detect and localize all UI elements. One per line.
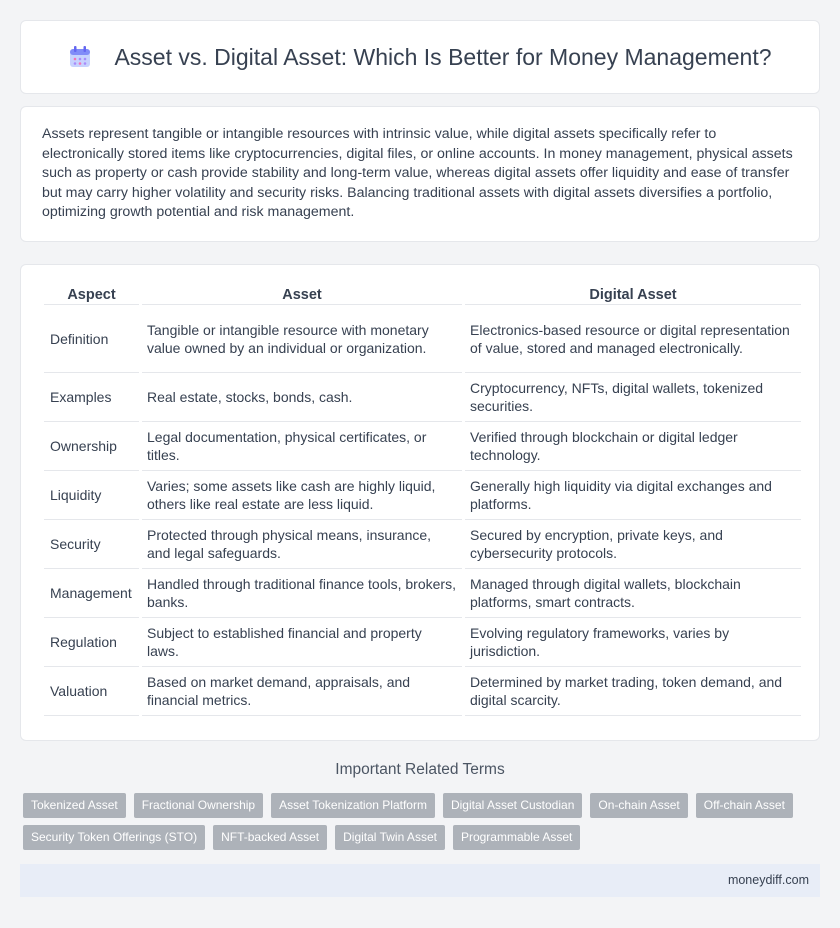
row-aspect: Security (44, 520, 139, 569)
table-row (44, 618, 801, 667)
table-row (44, 422, 801, 471)
row-aspect: Definition (44, 305, 139, 373)
related-terms-title: Important Related Terms (335, 761, 505, 778)
tag-on-chain-asset[interactable]: On-chain Asset (590, 793, 687, 818)
tag-tokenized-asset[interactable]: Tokenized Asset (23, 793, 126, 818)
tag-digital-asset-custodian[interactable]: Digital Asset Custodian (443, 793, 582, 818)
tag-asset-tokenization-platform[interactable]: Asset Tokenization Platform (271, 793, 435, 818)
row-asset: Subject to established financial and property laws. (142, 618, 462, 667)
tag-digital-twin-asset[interactable]: Digital Twin Asset (335, 825, 445, 850)
tag-off-chain-asset[interactable]: Off-chain Asset (696, 793, 793, 818)
row-aspect: Examples (44, 373, 139, 422)
table-row (44, 471, 801, 520)
tag-fractional-ownership[interactable]: Fractional Ownership (134, 793, 263, 818)
row-digital-asset: Determined by market trading, token demand, and digital scarcity. (465, 667, 801, 716)
intro-text: Assets represent tangible or intangible resources with intrinsic value, while digital assets specifically refer to electronically stored items like cryptocurrencies, digital files, or online accounts. In money management, physical assets such as property or cash provide stability and long-term value, whereas digital assets offer liquidity and ease of transfer but may carry higher volatility and security risks. Balancing traditional assets with digital assets diversifies a portfolio, optimizing growth potential and risk management. (42, 126, 793, 221)
row-aspect: Management (44, 569, 139, 618)
table-row (44, 520, 801, 569)
row-aspect: Liquidity (44, 471, 139, 520)
table-row (44, 305, 801, 373)
comparison-table (41, 277, 804, 716)
footer-site-link[interactable]: moneydiff.com (727, 873, 809, 887)
comparison-card (20, 264, 820, 741)
table-row (44, 569, 801, 618)
row-aspect: Regulation (44, 618, 139, 667)
row-digital-asset: Managed through digital wallets, blockchain platforms, smart contracts. (465, 569, 801, 618)
row-asset: Legal documentation, physical certificates, or titles. (142, 422, 462, 471)
page-title: Asset vs. Digital Asset: Which Is Better for Money Management? (114, 43, 772, 70)
row-digital-asset: Electronics-based resource or digital representation of value, stored and managed electronically. (465, 305, 801, 373)
row-asset: Real estate, stocks, bonds, cash. (142, 373, 462, 422)
table-row (44, 667, 801, 716)
row-digital-asset: Generally high liquidity via digital exchanges and platforms. (465, 471, 801, 520)
footer (20, 864, 820, 897)
header-asset: Asset (142, 277, 462, 305)
row-digital-asset: Evolving regulatory frameworks, varies by jurisdiction. (465, 618, 801, 667)
table-header-row (44, 277, 801, 305)
row-asset: Varies; some assets like cash are highly liquid, others like real estate are less liquid. (142, 471, 462, 520)
table-row (44, 373, 801, 422)
related-tags (23, 793, 823, 857)
tag-programmable-asset[interactable]: Programmable Asset (453, 825, 580, 850)
row-digital-asset: Cryptocurrency, NFTs, digital wallets, tokenized securities. (465, 373, 801, 422)
row-asset: Based on market demand, appraisals, and financial metrics. (142, 667, 462, 716)
row-asset: Protected through physical means, insurance, and legal safeguards. (142, 520, 462, 569)
header-digital-asset: Digital Asset (465, 277, 801, 305)
row-digital-asset: Secured by encryption, private keys, and cybersecurity protocols. (465, 520, 801, 569)
header-aspect: Aspect (44, 277, 139, 305)
tag-security-token-offerings[interactable]: Security Token Offerings (STO) (23, 825, 205, 850)
row-asset: Handled through traditional finance tools, brokers, banks. (142, 569, 462, 618)
tag-nft-backed-asset[interactable]: NFT-backed Asset (213, 825, 327, 850)
page-header (20, 20, 820, 94)
row-aspect: Valuation (44, 667, 139, 716)
calendar-icon (68, 45, 92, 69)
row-aspect: Ownership (44, 422, 139, 471)
intro-card (20, 106, 820, 242)
row-asset: Tangible or intangible resource with monetary value owned by an individual or organization. (142, 305, 462, 373)
row-digital-asset: Verified through blockchain or digital ledger technology. (465, 422, 801, 471)
